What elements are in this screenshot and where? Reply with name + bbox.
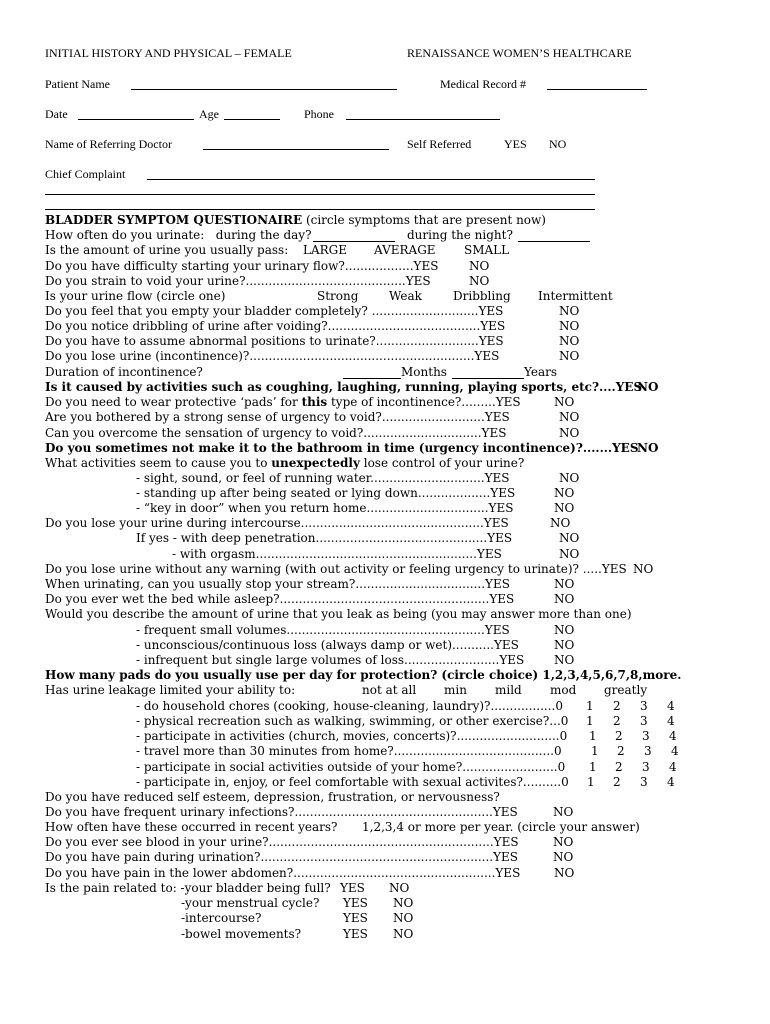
q-pain-abdomen: Do you have pain in the lower abdomen?.....................................................YES bbox=[45, 866, 521, 880]
l-household: - do household chores (cooking, house-cleaning, laundry)?.................0 bbox=[136, 699, 563, 713]
scale-4[interactable]: 4 bbox=[667, 775, 675, 789]
q-bed: Do you ever wet the bed while asleep?.......................................................YES bbox=[45, 592, 515, 606]
no-option[interactable]: NO bbox=[554, 501, 575, 515]
scale-greatly: greatly bbox=[604, 683, 648, 697]
age-label: Age bbox=[199, 107, 219, 121]
q-activities-row bbox=[45, 456, 524, 471]
scale-4[interactable]: 4 bbox=[667, 699, 675, 713]
no-option[interactable]: NO bbox=[554, 866, 575, 880]
q-describe: Would you describe the amount of urine that you leak as being (you may answer more than one) bbox=[45, 607, 632, 621]
questionnaire-note: (circle symptoms that are present now) bbox=[302, 213, 546, 227]
r-intercourse: -intercourse? bbox=[181, 911, 262, 925]
q-flow: Is your urine flow (circle one) bbox=[45, 289, 226, 303]
questionnaire-title-row bbox=[45, 213, 546, 228]
a-key: - “key in door” when you return home................................YES bbox=[136, 501, 514, 515]
q-positions: Do you have to assume abnormal positions to urinate?...........................YES bbox=[45, 334, 504, 348]
no-option[interactable]: NO bbox=[559, 319, 580, 333]
no-option[interactable]: NO bbox=[559, 334, 580, 348]
scale-not-at-all: not at all bbox=[362, 683, 417, 697]
no-option[interactable]: NO bbox=[554, 653, 575, 667]
q-dribble: Do you notice dribbling of urine after voiding?........................................YES bbox=[45, 319, 506, 333]
scale-3[interactable]: 3 bbox=[640, 699, 648, 713]
q-pads-c: type of incontinence?.........YES bbox=[327, 395, 521, 409]
no-option[interactable]: NO bbox=[559, 349, 580, 363]
q-caused: Is it caused by activities such as coughing, laughing, running, playing sports, etc?....YES bbox=[45, 380, 643, 394]
scale-4[interactable]: 4 bbox=[669, 729, 677, 743]
referring-doctor-field[interactable] bbox=[203, 149, 389, 150]
no-option[interactable]: NO bbox=[554, 577, 575, 591]
q-urgency: Are you bothered by a strong sense of urgency to void?...........................YES bbox=[45, 410, 510, 424]
no-option[interactable]: NO bbox=[469, 259, 490, 273]
no-option[interactable]: NO bbox=[637, 380, 659, 394]
a-standing: - standing up after being seated or lying down...................YES bbox=[136, 486, 516, 500]
l-church: - participate in activities (church, movies, concerts)?...........................0 bbox=[136, 729, 568, 743]
l-recreation: - physical recreation such as walking, swimming, or other exercise?...0 bbox=[136, 714, 569, 728]
l-travel: - travel more than 30 minutes from home?..........................................0 bbox=[136, 744, 562, 758]
years-label: Years bbox=[524, 365, 558, 379]
form-title: INITIAL HISTORY AND PHYSICAL – FEMALE bbox=[45, 46, 292, 60]
no-option[interactable]: NO bbox=[559, 471, 580, 485]
opt-large[interactable]: LARGE bbox=[303, 243, 348, 257]
scale-3[interactable]: 3 bbox=[642, 760, 650, 774]
a-unconscious: - unconscious/continuous loss (always damp or wet)...........YES bbox=[136, 638, 519, 652]
q-how-often-answer: 1,2,3,4 or more per year. (circle your answer) bbox=[362, 820, 640, 834]
q-amount: Is the amount of urine you usually pass: bbox=[45, 243, 289, 257]
duration-years-field[interactable] bbox=[452, 378, 524, 379]
q-pads-row bbox=[45, 395, 521, 410]
q-how-often: How often have these occurred in recent years? bbox=[45, 820, 338, 834]
scale-4[interactable]: 4 bbox=[669, 760, 677, 774]
no-option[interactable]: NO bbox=[554, 592, 575, 606]
no-option[interactable]: NO bbox=[550, 516, 571, 530]
q-activities-b: unexpectedly bbox=[271, 456, 360, 470]
q-pads-b: this bbox=[301, 395, 328, 409]
no-option[interactable]: NO bbox=[554, 486, 575, 500]
scale-1[interactable]: 1 bbox=[589, 760, 597, 774]
questionnaire-title: BLADDER SYMPTOM QUESTIONAIRE bbox=[45, 213, 303, 227]
phone-field[interactable] bbox=[346, 119, 500, 120]
q-infections: Do you have frequent urinary infections?....................................................YES bbox=[45, 805, 518, 819]
q-pads-a: Do you need to wear protective ‘pads’ for bbox=[45, 395, 302, 409]
scale-3[interactable]: 3 bbox=[644, 744, 652, 758]
no-option[interactable]: NO bbox=[554, 395, 575, 409]
duration-months-field[interactable] bbox=[343, 378, 401, 379]
q-blood: Do you ever see blood in your urine?...........................................................YES bbox=[45, 835, 519, 849]
q-empty: Do you feel that you empty your bladder completely? ............................YES bbox=[45, 304, 504, 318]
opt-average[interactable]: AVERAGE bbox=[374, 243, 436, 257]
scale-mild: mild bbox=[495, 683, 522, 697]
yes-option[interactable]: YES bbox=[343, 911, 368, 925]
opt-small[interactable]: SMALL bbox=[464, 243, 510, 257]
night-frequency-field[interactable] bbox=[518, 241, 590, 242]
no-option[interactable]: NO bbox=[559, 410, 580, 424]
no-option[interactable]: NO bbox=[393, 911, 414, 925]
phone-label: Phone bbox=[304, 107, 334, 121]
chief-complaint-line-2[interactable] bbox=[45, 194, 595, 195]
q-often-night: during the night? bbox=[407, 228, 513, 242]
q-pain-related: Is the pain related to: -your bladder being full? bbox=[45, 881, 331, 895]
q-activities-a: What activities seem to cause you to bbox=[45, 456, 272, 470]
r-bowel: -bowel movements? bbox=[181, 927, 302, 941]
no-option[interactable]: NO bbox=[633, 562, 654, 576]
day-frequency-field[interactable] bbox=[313, 241, 395, 242]
medical-record-field[interactable] bbox=[547, 89, 647, 90]
scale-2[interactable]: 2 bbox=[613, 699, 621, 713]
q-esteem: Do you have reduced self esteem, depression, frustration, or nervousness? bbox=[45, 790, 500, 804]
scale-min: min bbox=[444, 683, 467, 697]
date-label: Date bbox=[45, 107, 68, 121]
q-duration: Duration of incontinence? bbox=[45, 365, 203, 379]
months-label: Months bbox=[401, 365, 447, 379]
no-option[interactable]: NO bbox=[554, 638, 575, 652]
patient-name-field[interactable] bbox=[131, 89, 397, 90]
q-strain: Do you strain to void your urine?..........................................YES bbox=[45, 274, 431, 288]
no-option[interactable]: NO bbox=[553, 805, 574, 819]
q-deep: If yes - with deep penetration.............................................YES bbox=[136, 531, 513, 545]
patient-name-label: Patient Name bbox=[45, 77, 110, 91]
q-limited: Has urine leakage limited your ability to: bbox=[45, 683, 296, 697]
no-option[interactable]: NO bbox=[389, 881, 410, 895]
scale-1[interactable]: 1 bbox=[591, 744, 599, 758]
q-sometimes: Do you sometimes not make it to the bathroom in time (urgency incontinence)?.......YES bbox=[45, 441, 639, 455]
chief-complaint-field[interactable] bbox=[147, 179, 595, 180]
no-option[interactable]: NO bbox=[559, 304, 580, 318]
scale-2[interactable]: 2 bbox=[613, 775, 621, 789]
q-intercourse: Do you lose your urine during intercourse................................................YES bbox=[45, 516, 509, 530]
a-frequent-small: - frequent small volumes....................................................YES bbox=[136, 623, 510, 637]
scale-2[interactable]: 2 bbox=[615, 729, 623, 743]
yes-option[interactable]: YES bbox=[343, 896, 368, 910]
q-activities-c: lose control of your urine? bbox=[359, 456, 525, 470]
q-orgasm: - with orgasm..........................................................YES bbox=[172, 547, 502, 561]
self-referred-yes[interactable]: YES bbox=[504, 137, 527, 151]
self-referred-label: Self Referred bbox=[407, 137, 472, 151]
q-pads-count: How many pads do you usually use per day for protection? (circle choice) 1,2,3,4,5,6,7,8,more. bbox=[45, 668, 682, 682]
l-sexual: - participate in, enjoy, or feel comfortable with sexual activites?..........0 bbox=[136, 775, 569, 789]
scale-2[interactable]: 2 bbox=[613, 714, 621, 728]
scale-2[interactable]: 2 bbox=[615, 760, 623, 774]
age-field[interactable] bbox=[224, 119, 280, 120]
q-pain-urination: Do you have pain during urination?.............................................................YES bbox=[45, 850, 519, 864]
opt-weak[interactable]: Weak bbox=[389, 289, 422, 303]
scale-4[interactable]: 4 bbox=[671, 744, 679, 758]
q-often-day: How often do you urinate: during the day? bbox=[45, 228, 312, 242]
opt-strong[interactable]: Strong bbox=[317, 289, 359, 303]
q-difficulty: Do you have difficulty starting your urinary flow?..................YES bbox=[45, 259, 439, 273]
chief-complaint-line-3[interactable] bbox=[45, 209, 595, 210]
no-option[interactable]: NO bbox=[554, 623, 575, 637]
medical-record-label: Medical Record # bbox=[440, 77, 526, 91]
opt-dribbling[interactable]: Dribbling bbox=[453, 289, 511, 303]
r-menstrual: -your menstrual cycle? bbox=[181, 896, 320, 910]
yes-option[interactable]: YES bbox=[340, 881, 365, 895]
l-social: - participate in social activities outside of your home?.........................0 bbox=[136, 760, 566, 774]
no-option[interactable]: NO bbox=[393, 896, 414, 910]
no-option[interactable]: NO bbox=[553, 850, 574, 864]
no-option[interactable]: NO bbox=[559, 547, 580, 561]
no-option[interactable]: NO bbox=[553, 835, 574, 849]
q-warning: Do you lose urine without any warning (with out activity or feeling urgency to urinate)? .....YES bbox=[45, 562, 627, 576]
q-stop: When urinating, can you usually stop your stream?..................................YES bbox=[45, 577, 510, 591]
no-option[interactable]: NO bbox=[637, 441, 659, 455]
a-sight: - sight, sound, or feel of running water..............................YES bbox=[136, 471, 510, 485]
scale-3[interactable]: 3 bbox=[640, 775, 648, 789]
no-option[interactable]: NO bbox=[469, 274, 490, 288]
q-overcome: Can you overcome the sensation of urgency to void?...............................YES bbox=[45, 426, 507, 440]
no-option[interactable]: NO bbox=[559, 531, 580, 545]
scale-mod: mod bbox=[550, 683, 577, 697]
date-field[interactable] bbox=[78, 119, 194, 120]
a-infrequent: - infrequent but single large volumes of loss.........................YES bbox=[136, 653, 525, 667]
scale-2[interactable]: 2 bbox=[617, 744, 625, 758]
scale-1[interactable]: 1 bbox=[586, 714, 594, 728]
org-name: RENAISSANCE WOMEN’S HEALTHCARE bbox=[407, 46, 632, 60]
scale-1[interactable]: 1 bbox=[589, 729, 597, 743]
q-lose: Do you lose urine (incontinence)?...........................................................YES bbox=[45, 349, 500, 363]
scale-3[interactable]: 3 bbox=[640, 714, 648, 728]
scale-3[interactable]: 3 bbox=[642, 729, 650, 743]
yes-option[interactable]: YES bbox=[343, 927, 368, 941]
scale-4[interactable]: 4 bbox=[667, 714, 675, 728]
no-option[interactable]: NO bbox=[393, 927, 414, 941]
scale-1[interactable]: 1 bbox=[586, 699, 594, 713]
scale-1[interactable]: 1 bbox=[587, 775, 595, 789]
self-referred-no[interactable]: NO bbox=[549, 137, 567, 151]
opt-intermittent[interactable]: Intermittent bbox=[538, 289, 613, 303]
no-option[interactable]: NO bbox=[559, 426, 580, 440]
referring-doctor-label: Name of Referring Doctor bbox=[45, 137, 172, 151]
chief-complaint-label: Chief Complaint bbox=[45, 167, 126, 181]
